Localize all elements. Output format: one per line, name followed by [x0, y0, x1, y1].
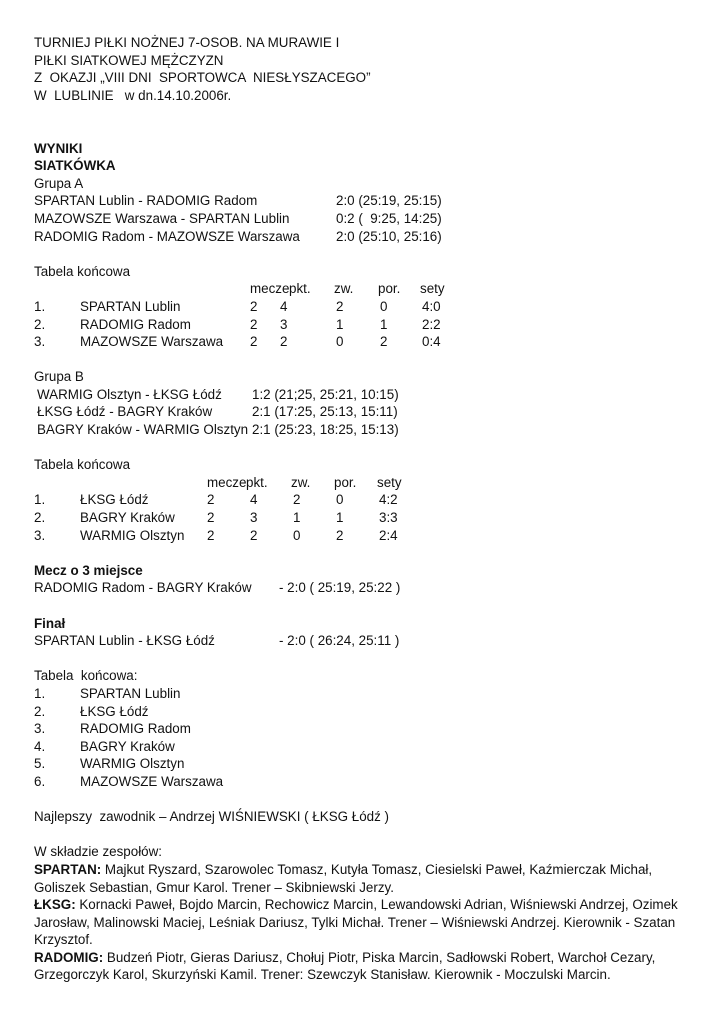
- table-row: [34, 773, 694, 791]
- header-line-2: PIŁKI SIATKOWEJ MĘŻCZYZN: [34, 52, 224, 68]
- match-row: [34, 632, 694, 650]
- table-row: [34, 703, 694, 721]
- cell-sety: 4:0: [422, 298, 441, 314]
- match-teams: ŁKSG Łódź - BAGRY Kraków: [37, 404, 213, 420]
- table-row: [34, 316, 694, 334]
- cell-pos: 3.: [34, 527, 46, 543]
- squad-team-name: RADOMIG:: [34, 949, 104, 965]
- table-row: [34, 720, 694, 738]
- table-row: [34, 509, 694, 527]
- cell-mecze: 2: [207, 527, 215, 543]
- col-header-zw: zw.: [291, 474, 311, 490]
- cell-team: BAGRY Kraków: [80, 510, 175, 526]
- cell-pos: 3.: [34, 721, 46, 737]
- match-teams: SPARTAN Lublin - ŁKSG Łódź: [34, 633, 215, 649]
- match-teams: BAGRY Kraków - WARMIG Olsztyn: [37, 422, 249, 438]
- header-line-3: Z OKAZJI „VIII DNI SPORTOWCA NIESŁYSZACEGO”: [34, 70, 371, 86]
- cell-mecze: 2: [207, 492, 215, 508]
- table-header-row: [34, 474, 694, 492]
- cell-por: 2: [336, 527, 344, 543]
- cell-pkt: 4: [280, 298, 288, 314]
- cell-sety: 3:3: [379, 510, 398, 526]
- match-teams: RADOMIG Radom - BAGRY Kraków: [34, 580, 252, 596]
- cell-zw: 1: [293, 510, 301, 526]
- match-row: [34, 403, 694, 421]
- cell-pkt: 3: [280, 316, 288, 332]
- group-b-table-title: Tabela końcowa: [34, 457, 131, 473]
- table-row: [34, 298, 694, 316]
- cell-team: WARMIG Olsztyn: [80, 756, 185, 772]
- final-table-title: Tabela końcowa:: [34, 668, 138, 684]
- cell-pos: 4.: [34, 738, 46, 754]
- header-line-1: TURNIEJ PIŁKI NOŻNEJ 7-OSOB. NA MURAWIE I: [34, 35, 340, 50]
- col-header-sety: sety: [420, 281, 445, 297]
- cell-pkt: 2: [280, 334, 288, 350]
- cell-pkt: 3: [250, 510, 258, 526]
- match-score: 2:1 (17:25, 25:13, 15:11): [252, 404, 398, 420]
- match-teams: MAZOWSZE Warszawa - SPARTAN Lublin: [34, 210, 290, 226]
- col-header-zw: zw.: [334, 281, 354, 297]
- results-subtitle: SIATKÓWKA: [34, 158, 116, 174]
- match-row: [34, 386, 694, 404]
- cell-zw: 2: [336, 298, 344, 314]
- cell-mecze: 2: [250, 334, 258, 350]
- cell-sety: 2:2: [422, 316, 441, 332]
- squad-radomig: [34, 949, 694, 984]
- col-header-por: por.: [378, 281, 401, 297]
- cell-por: 2: [380, 334, 388, 350]
- cell-por: 1: [336, 510, 344, 526]
- cell-pkt: 2: [250, 527, 258, 543]
- cell-zw: 0: [336, 334, 344, 350]
- cell-pos: 5.: [34, 756, 46, 772]
- cell-por: 0: [380, 298, 388, 314]
- cell-sety: 0:4: [422, 334, 441, 350]
- col-header-mecze: mecze: [250, 281, 290, 297]
- group-a-table-title: Tabela końcowa: [34, 263, 131, 279]
- match-teams: SPARTAN Lublin - RADOMIG Radom: [34, 193, 258, 209]
- cell-pos: 1.: [34, 492, 46, 508]
- table-row: [34, 738, 694, 756]
- table-header-row: [34, 280, 694, 298]
- match-score: 2:0 (25:19, 25:15): [336, 193, 442, 209]
- match-row: [34, 421, 694, 439]
- cell-team: MAZOWSZE Warszawa: [80, 334, 224, 350]
- table-row: [34, 333, 694, 351]
- cell-zw: 1: [336, 316, 344, 332]
- cell-zw: 0: [293, 527, 301, 543]
- col-header-sety: sety: [377, 474, 402, 490]
- cell-team: ŁKSG Łódź: [80, 703, 149, 719]
- table-row: [34, 685, 694, 703]
- cell-pkt: 4: [250, 492, 258, 508]
- table-row: [34, 491, 694, 509]
- squad-spartan: [34, 861, 694, 896]
- squad-players: Kornacki Paweł, Bojdo Marcin, Rechowicz Marcin, Lewandowski Adrian, Wiśniewski Andrzej, Ozimek Jarosław, Malinowski Maciej, Leśniak Dariusz, Tylki Michał. Trener – Wiśniewski Andrzej. Kierownik - Szatan Krzysztof.: [34, 897, 678, 948]
- col-header-pkt: pkt.: [246, 474, 268, 490]
- match-score: - 2:0 ( 26:24, 25:11 ): [279, 633, 400, 649]
- cell-team: RADOMIG Radom: [80, 316, 191, 332]
- best-player: Najlepszy zawodnik – Andrzej WIŚNIEWSKI ( ŁKSG Łódź ): [34, 809, 389, 825]
- match-score: - 2:0 ( 25:19, 25:22 ): [279, 580, 401, 596]
- match-row: [34, 579, 694, 597]
- match-score: 2:1 (25:23, 18:25, 15:13): [252, 422, 399, 438]
- col-header-mecze: mecze: [207, 474, 247, 490]
- squad-lksg: [34, 896, 694, 949]
- cell-pos: 2.: [34, 316, 46, 332]
- cell-pos: 1.: [34, 685, 46, 701]
- final-title: Finał: [34, 615, 66, 631]
- cell-por: 0: [336, 492, 344, 508]
- cell-team: ŁKSG Łódź: [80, 492, 149, 508]
- cell-pos: 3.: [34, 334, 46, 350]
- match-teams: RADOMIG Radom - MAZOWSZE Warszawa: [34, 228, 300, 244]
- group-b-label: Grupa B: [34, 369, 84, 385]
- cell-mecze: 2: [250, 298, 258, 314]
- match-score: 0:2 ( 9:25, 14:25): [336, 210, 442, 226]
- group-a-label: Grupa A: [34, 175, 84, 191]
- cell-team: WARMIG Olsztyn: [80, 527, 185, 543]
- match-row: [34, 210, 694, 228]
- table-row: [34, 755, 694, 773]
- cell-zw: 2: [293, 492, 301, 508]
- cell-team: MAZOWSZE Warszawa: [80, 773, 224, 789]
- squad-team-name: SPARTAN:: [34, 861, 102, 877]
- third-place-title: Mecz o 3 miejsce: [34, 562, 143, 578]
- results-title: WYNIKI: [34, 140, 83, 156]
- cell-pos: 1.: [34, 298, 46, 314]
- cell-pos: 6.: [34, 773, 46, 789]
- cell-team: SPARTAN Lublin: [80, 685, 181, 701]
- squad-players: Budzeń Piotr, Gieras Dariusz, Chołuj Piotr, Piska Marcin, Sadłowski Robert, Warchoł Cezary, Grzegorczyk Karol, Skurzyński Kamil. Trener: Szewczyk Stanisław. Kierownik - Moczulski Marcin.: [34, 949, 656, 983]
- cell-mecze: 2: [207, 510, 215, 526]
- cell-por: 1: [380, 316, 388, 332]
- match-row: [34, 228, 694, 246]
- cell-mecze: 2: [250, 316, 258, 332]
- squads-intro: W składzie zespołów:: [34, 844, 163, 860]
- document-page: [34, 34, 694, 984]
- match-score: 1:2 (21;25, 25:21, 10:15): [252, 386, 399, 402]
- cell-pos: 2.: [34, 510, 46, 526]
- match-teams: WARMIG Olsztyn - ŁKSG Łódź: [37, 386, 222, 402]
- cell-pos: 2.: [34, 703, 46, 719]
- squad-players: Majkut Ryszard, Szarowolec Tomasz, Kutyła Tomasz, Ciesielski Paweł, Kaźmierczak Michał, Goliszek Sebastian, Gmur Karol. Trener – Skibniewski Jerzy.: [34, 861, 653, 895]
- cell-team: RADOMIG Radom: [80, 721, 191, 737]
- cell-team: SPARTAN Lublin: [80, 298, 181, 314]
- cell-sety: 4:2: [379, 492, 398, 508]
- cell-sety: 2:4: [379, 527, 398, 543]
- header-line-4: W LUBLINIE w dn.14.10.2006r.: [34, 87, 232, 103]
- match-row: [34, 192, 694, 210]
- col-header-pkt: pkt.: [289, 281, 311, 297]
- squad-team-name: ŁKSG:: [34, 897, 76, 913]
- cell-team: BAGRY Kraków: [80, 738, 175, 754]
- table-row: [34, 527, 694, 545]
- match-score: 2:0 (25:10, 25:16): [336, 228, 442, 244]
- col-header-por: por.: [334, 474, 357, 490]
